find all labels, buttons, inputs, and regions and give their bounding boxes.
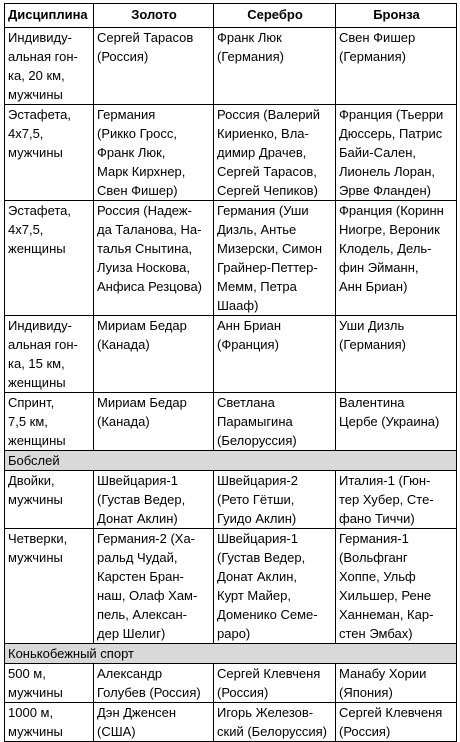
header-silver: Серебро bbox=[214, 4, 336, 28]
discipline-cell: Четверки, мужчины bbox=[5, 529, 94, 644]
bronze-cell: Свен Фишер (Германия) bbox=[336, 28, 457, 105]
gold-cell: Мириам Бедар (Канада) bbox=[94, 316, 214, 393]
silver-cell: Франк Люк (Германия) bbox=[214, 28, 336, 105]
table-row bbox=[5, 105, 457, 201]
section-title-bobsleigh: Бобслей bbox=[5, 451, 457, 471]
bronze-cell: Франция (Коринн Ниогре, Вероник Клодель, Дель- фин Эйманн, Анн Бриан) bbox=[336, 201, 457, 316]
silver-cell: Анн Бриан (Франция) bbox=[214, 316, 336, 393]
table-row bbox=[5, 201, 457, 316]
silver-cell: Светлана Парамыгина (Белоруссия) bbox=[214, 393, 336, 451]
header-discipline: Дисциплина bbox=[5, 4, 94, 28]
discipline-cell: Индивиду- альная гон- ка, 15 км, женщины bbox=[5, 316, 94, 393]
gold-cell: Сергей Тарасов (Россия) bbox=[94, 28, 214, 105]
bronze-cell: Италия-1 (Гюн- тер Хубер, Сте- фано Тиччи) bbox=[336, 471, 457, 529]
silver-cell: Германия (Уши Дизль, Антье Мизерски, Симон Грайнер-Петтер- Мемм, Петра Шааф) bbox=[214, 201, 336, 316]
discipline-cell: 500 м, мужчины bbox=[5, 664, 94, 703]
table-row bbox=[5, 471, 457, 529]
discipline-cell: Индивиду- альная гон- ка, 20 км, мужчины bbox=[5, 28, 94, 105]
discipline-cell: 1000 м, мужчины bbox=[5, 703, 94, 742]
discipline-cell: Эстафета, 4x7,5, женщины bbox=[5, 201, 94, 316]
silver-cell: Россия (Валерий Кириенко, Вла- димир Драчев, Сергей Тарасов, Сергей Чепиков) bbox=[214, 105, 336, 201]
gold-cell: Швейцария-1 (Густав Ведер, Донат Аклин) bbox=[94, 471, 214, 529]
bronze-cell: Уши Дизль (Германия) bbox=[336, 316, 457, 393]
header-bronze: Бронза bbox=[336, 4, 457, 28]
gold-cell: Александр Голубев (Россия) bbox=[94, 664, 214, 703]
table-row bbox=[5, 28, 457, 105]
discipline-cell: Эстафета, 4x7,5, мужчины bbox=[5, 105, 94, 201]
table-row bbox=[5, 316, 457, 393]
gold-cell: Мириам Бедар (Канада) bbox=[94, 393, 214, 451]
section-row-speedskating bbox=[5, 644, 457, 664]
gold-cell: Россия (Надеж- да Таланова, На- талья Снытина, Луиза Носкова, Анфиса Резцова) bbox=[94, 201, 214, 316]
bronze-cell: Германия-1 (Вольфганг Хоппе, Ульф Хильшер, Рене Ханнеман, Кар- стен Эмбах) bbox=[336, 529, 457, 644]
table-row bbox=[5, 703, 457, 742]
table-row bbox=[5, 664, 457, 703]
table-row bbox=[5, 529, 457, 644]
gold-cell: Германия (Рикко Гросс, Франк Люк, Марк Кирхнер, Свен Фишер) bbox=[94, 105, 214, 201]
bronze-cell: Сергей Клевченя (Россия) bbox=[336, 703, 457, 742]
medals-table bbox=[4, 3, 457, 742]
header-gold: Золото bbox=[94, 4, 214, 28]
gold-cell: Дэн Дженсен (США) bbox=[94, 703, 214, 742]
bronze-cell: Валентина Цербе (Украина) bbox=[336, 393, 457, 451]
header-row bbox=[5, 4, 457, 28]
silver-cell: Сергей Клевченя (Россия) bbox=[214, 664, 336, 703]
silver-cell: Швейцария-2 (Рето Гётши, Гуидо Аклин) bbox=[214, 471, 336, 529]
gold-cell: Германия-2 (Ха- ральд Чудай, Карстен Бран- наш, Олаф Хам- пель, Алексан- дер Шелиг) bbox=[94, 529, 214, 644]
discipline-cell: Двойки, мужчины bbox=[5, 471, 94, 529]
silver-cell: Игорь Железов- ский (Белоруссия) bbox=[214, 703, 336, 742]
section-row-bobsleigh bbox=[5, 451, 457, 471]
bronze-cell: Франция (Тьерри Дюссерь, Патрис Байи-Сален, Лионель Лоран, Эрве Фланден) bbox=[336, 105, 457, 201]
silver-cell: Швейцария-1 (Густав Ведер, Донат Аклин, Курт Майер, Доменико Семе- раро) bbox=[214, 529, 336, 644]
bronze-cell: Манабу Хории (Япония) bbox=[336, 664, 457, 703]
section-title-speedskating: Конькобежный спорт bbox=[5, 644, 457, 664]
table-row bbox=[5, 393, 457, 451]
discipline-cell: Спринт, 7,5 км, женщины bbox=[5, 393, 94, 451]
